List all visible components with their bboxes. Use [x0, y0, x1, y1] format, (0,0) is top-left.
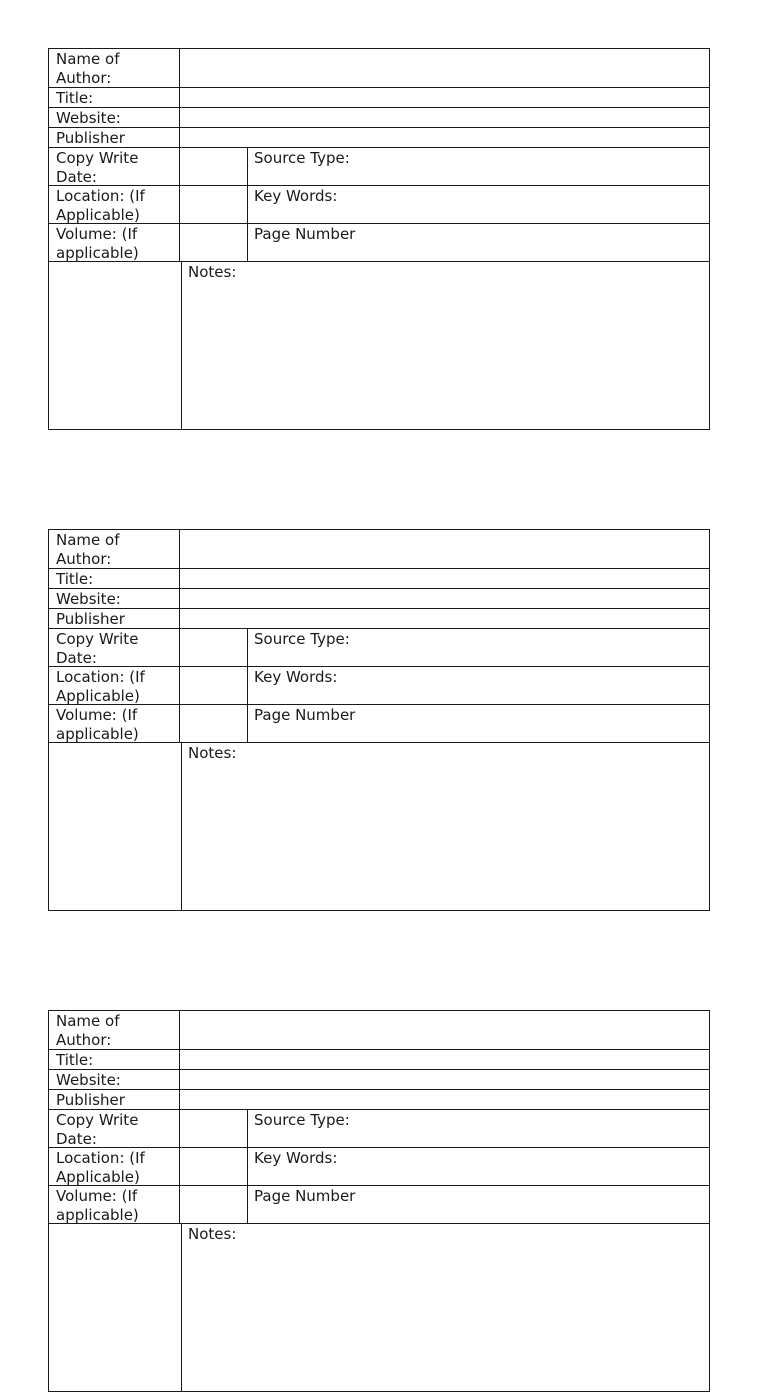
notes-side-blank — [49, 262, 181, 429]
page-number-label[interactable]: Page Number — [254, 225, 356, 243]
volume-field[interactable] — [180, 705, 247, 742]
copyright-field[interactable] — [180, 1110, 247, 1147]
website-label: Website: — [56, 590, 121, 608]
publisher-row — [49, 128, 709, 148]
publisher-row — [49, 1090, 709, 1110]
citation-card — [48, 48, 710, 430]
keywords-label[interactable]: Key Words: — [254, 1149, 338, 1167]
copyright-field[interactable] — [180, 148, 247, 185]
location-label: Location: (If Applicable) — [56, 1149, 145, 1186]
author-field[interactable] — [180, 530, 709, 568]
copyright-label: Copy Write Date: — [56, 630, 139, 667]
title-row — [49, 569, 709, 589]
keywords-label[interactable]: Key Words: — [254, 668, 338, 686]
page-number-label[interactable]: Page Number — [254, 1187, 356, 1205]
volume-label: Volume: (If applicable) — [56, 706, 139, 743]
source-type-label[interactable]: Source Type: — [254, 630, 350, 648]
publisher-label: Publisher — [56, 610, 125, 628]
website-label: Website: — [56, 109, 121, 127]
location-row — [49, 667, 709, 705]
title-row — [49, 1050, 709, 1070]
title-label: Title: — [56, 1051, 94, 1069]
publisher-label: Publisher — [56, 1091, 125, 1109]
website-field[interactable] — [180, 589, 709, 608]
copyright-row — [49, 629, 709, 667]
copyright-label: Copy Write Date: — [56, 1111, 139, 1148]
notes-area[interactable]: Notes: — [188, 263, 237, 281]
source-type-label[interactable]: Source Type: — [254, 149, 350, 167]
notes-side-blank — [49, 743, 181, 910]
publisher-field[interactable] — [180, 609, 709, 628]
notes-area[interactable]: Notes: — [188, 744, 237, 762]
publisher-row — [49, 609, 709, 629]
website-row — [49, 1070, 709, 1090]
website-row — [49, 108, 709, 128]
publisher-field[interactable] — [180, 128, 709, 147]
location-field[interactable] — [180, 667, 247, 704]
website-field[interactable] — [180, 1070, 709, 1089]
title-field[interactable] — [180, 569, 709, 588]
location-row — [49, 186, 709, 224]
website-label: Website: — [56, 1071, 121, 1089]
source-type-label[interactable]: Source Type: — [254, 1111, 350, 1129]
citation-card — [48, 1010, 710, 1392]
copyright-row — [49, 1110, 709, 1148]
volume-row — [49, 1186, 709, 1224]
author-row — [49, 530, 709, 569]
publisher-label: Publisher — [56, 129, 125, 147]
title-row — [49, 88, 709, 108]
notes-side-blank — [49, 1224, 181, 1391]
location-label: Location: (If Applicable) — [56, 187, 145, 224]
copyright-label: Copy Write Date: — [56, 149, 139, 186]
volume-label: Volume: (If applicable) — [56, 225, 139, 262]
website-row — [49, 589, 709, 609]
location-label: Location: (If Applicable) — [56, 668, 145, 705]
volume-label: Volume: (If applicable) — [56, 1187, 139, 1224]
publisher-field[interactable] — [180, 1090, 709, 1109]
website-field[interactable] — [180, 108, 709, 127]
citation-card — [48, 529, 710, 911]
author-row — [49, 49, 709, 88]
title-label: Title: — [56, 570, 94, 588]
copyright-field[interactable] — [180, 629, 247, 666]
title-field[interactable] — [180, 1050, 709, 1069]
notes-row — [49, 262, 709, 429]
location-row — [49, 1148, 709, 1186]
volume-field[interactable] — [180, 224, 247, 261]
notes-row — [49, 743, 709, 910]
volume-row — [49, 224, 709, 262]
title-label: Title: — [56, 89, 94, 107]
notes-row — [49, 1224, 709, 1391]
author-field[interactable] — [180, 1011, 709, 1049]
author-row — [49, 1011, 709, 1050]
page-number-label[interactable]: Page Number — [254, 706, 356, 724]
keywords-label[interactable]: Key Words: — [254, 187, 338, 205]
copyright-row — [49, 148, 709, 186]
volume-row — [49, 705, 709, 743]
volume-field[interactable] — [180, 1186, 247, 1223]
author-field[interactable] — [180, 49, 709, 87]
location-field[interactable] — [180, 1148, 247, 1185]
location-field[interactable] — [180, 186, 247, 223]
notes-area[interactable]: Notes: — [188, 1225, 237, 1243]
author-label: Name of Author: — [56, 1012, 120, 1049]
author-label: Name of Author: — [56, 50, 120, 87]
author-label: Name of Author: — [56, 531, 120, 568]
title-field[interactable] — [180, 88, 709, 107]
